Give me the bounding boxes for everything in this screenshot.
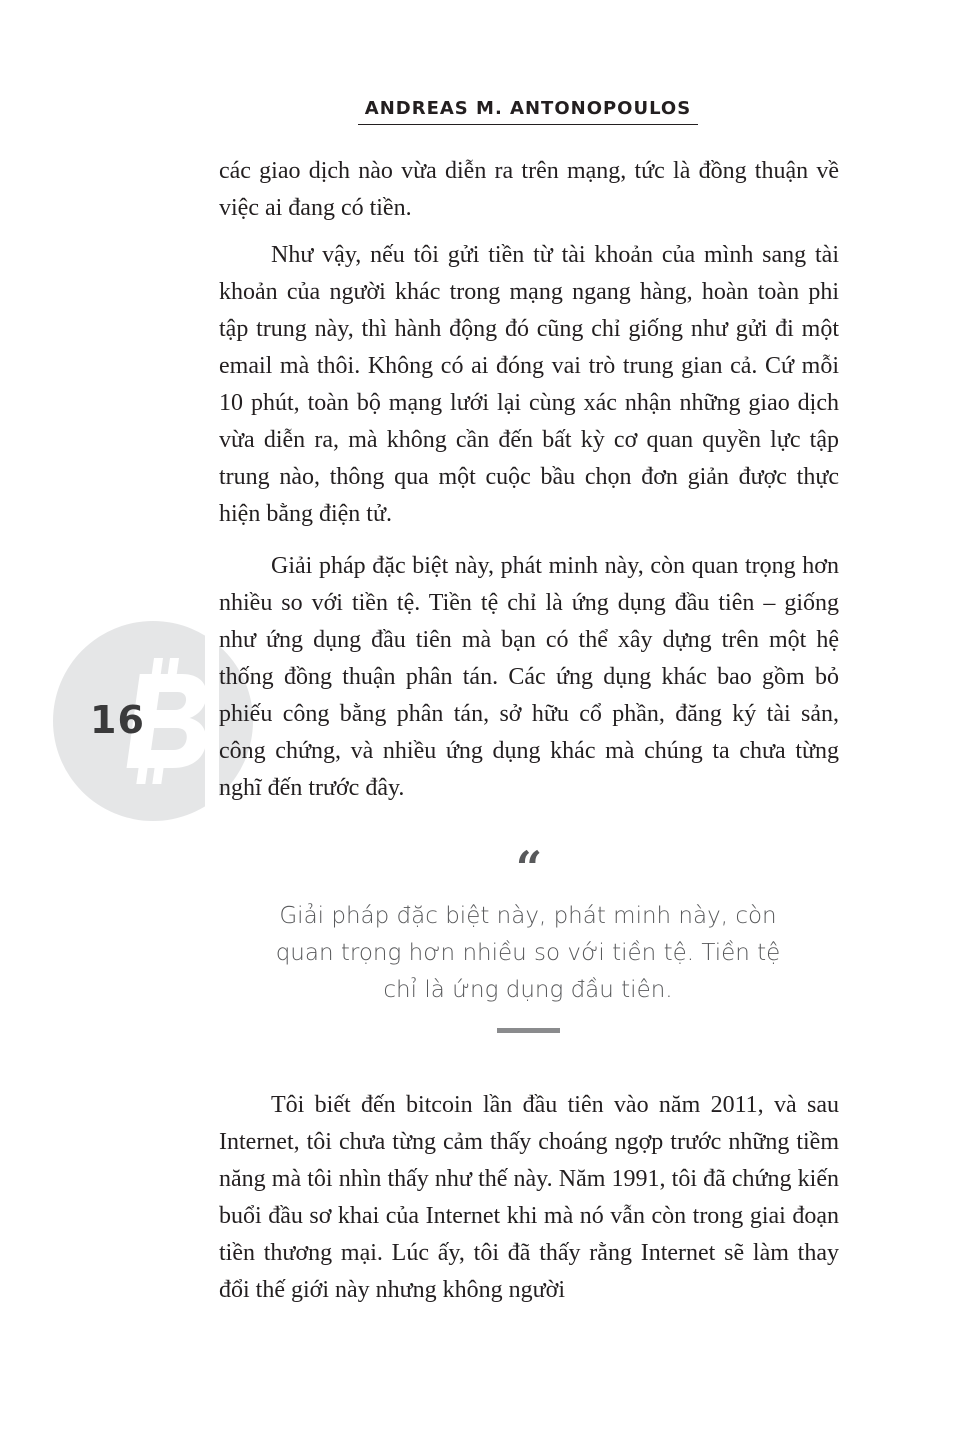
paragraph-block-4 — [219, 1087, 839, 1309]
page-number: 16 — [90, 698, 145, 742]
badge-edge-mask — [205, 600, 219, 840]
paragraph-1: các giao dịch nào vừa diễn ra trên mạng, tức là đồng thuận về việc ai đang có tiền. — [219, 158, 839, 221]
header-rule — [358, 124, 698, 125]
paragraph-4: Tôi biết đến bitcoin lần đầu tiên vào năm 2011, và sau Internet, tôi chưa từng cảm thấy choáng ngợp trước những tiềm năng mà tôi nhìn thấy như thế này. Năm 1991, tôi đã chứng kiến buổi đầu sơ khai của Internet khi mà nó vẫn còn trong giai đoạn tiền thương mại. Lúc ấy, tôi đã thấy rằng Internet sẽ làm thay đổi thế giới này nhưng không người — [219, 1092, 839, 1303]
paragraph-continuation — [219, 153, 839, 227]
quote-mark-icon: “ — [515, 841, 543, 895]
paragraph-block-3 — [219, 548, 839, 807]
paragraph-2: Như vậy, nếu tôi gửi tiền từ tài khoản của mình sang tài khoản của người khác trong mạng ngang hàng, hoàn toàn phi tập trung này, thì hành động đó cũng chỉ giống như gửi đi một email mà thôi. Không có ai đóng vai trò trung gian cả. Cứ mỗi 10 phút, toàn bộ mạng lưới lại cùng xác nhận những giao dịch vừa diễn ra, mà không cần đến bất kỳ cơ quan quyền lực tập trung nào, thông qua một cuộc bầu chọn đơn giản được thực hiện bằng điện tử. — [219, 242, 839, 527]
pull-quote-rule — [497, 1028, 560, 1033]
running-header — [358, 96, 698, 125]
header-author: ANDREAS M. ANTONOPOULOS — [364, 98, 692, 119]
pull-quote-text: Giải pháp đặc biệt này, phát minh này, còn quan trọng hơn nhiều so với tiền tệ. Tiền tệ chỉ là ứng dụng đầu tiên. — [275, 903, 781, 1003]
paragraph-3: Giải pháp đặc biệt này, phát minh này, còn quan trọng hơn nhiều so với tiền tệ. Tiền tệ chỉ là ứng dụng đầu tiên – giống như ứng dụng đầu tiên mà bạn có thể xây dựng trên một hệ thống đồng thuận phân tán. Các ứng dụng khác bao gồm bỏ phiếu công bằng phân tán, sở hữu cổ phần, đăng ký tài sản, công chứng, và nhiều ứng dụng khác mà chúng ta chưa từng nghĩ đến trước đây. — [219, 553, 839, 801]
paragraph-block-2 — [219, 237, 839, 533]
